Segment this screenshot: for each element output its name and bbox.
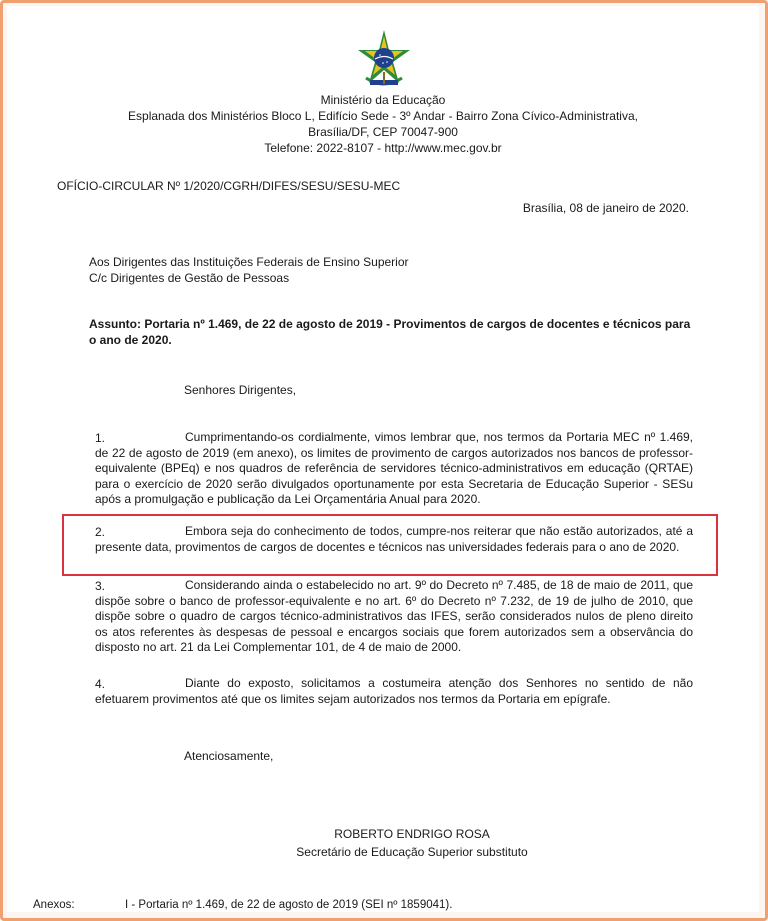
closing: Atenciosamente,: [184, 749, 274, 763]
paragraph-2-text: Embora seja do conhecimento de todos, cumpre-nos reiterar que não estão autorizados, até a presente data, provimentos de cargos de docentes e técnicos nas universidades federais para o ano de 2020.: [95, 524, 693, 554]
signatory-name: ROBERTO ENDRIGO ROSA: [334, 827, 490, 841]
annex-item: I - Portaria nº 1.469, de 22 de agosto de 2019 (SEI nº 1859041).: [125, 899, 453, 911]
recipients-line-2: C/c Dirigentes de Gestão de Pessoas: [89, 271, 290, 285]
signatory-title: Secretário de Educação Superior substituto: [296, 845, 528, 859]
highlight-box-paragraph-2: [62, 514, 718, 576]
ministry-name: Ministério da Educação: [320, 93, 446, 107]
paragraph-4-number: 4.: [95, 677, 106, 691]
document-page: [7, 6, 759, 912]
paragraph-3-number: 3.: [95, 579, 106, 593]
paragraph-1-number: 1.: [95, 431, 106, 445]
address-line-1: Esplanada dos Ministérios Bloco L, Edifício Sede - 3º Andar - Bairro Zona Cívico-Administrativa,: [128, 109, 638, 123]
document-reference: OFÍCIO-CIRCULAR Nº 1/2020/CGRH/DIFES/SESU/SESU-MEC: [57, 179, 401, 193]
annex-label: Anexos:: [33, 899, 75, 911]
contact-line: Telefone: 2022-8107 - http://www.mec.gov.br: [264, 141, 502, 155]
paragraph-4-text: Diante do exposto, solicitamos a costumeira atenção dos Senhores no sentido de não efetuarem provimentos até que os limites sejam autorizados nos termos da Portaria em epígrafe.: [95, 676, 693, 706]
paragraph-2-number: 2.: [95, 525, 106, 539]
paragraph-1-text: Cumprimentando-os cordialmente, vimos lembrar que, nos termos da Portaria MEC nº 1.469, de 22 de agosto de 2019 (em anexo), os limites de provimento de cargos autorizados nos bancos de professor-equivalente (BPEq) e nos quadros de referência de servidores técnico-administrativos em educação (QRTAE) para o exercício de 2020 serão divulgados oportunamente por esta Secretaria de Educação Superior - SESu após a promulgação e publicação da Lei Orçamentária Anual para 2020.: [95, 430, 693, 507]
date-line: Brasília, 08 de janeiro de 2020.: [522, 201, 689, 215]
subject-line: Assunto: Portaria nº 1.469, de 22 de agosto de 2019 - Provimentos de cargos de docentes e técnicos para o ano de 2020.: [89, 317, 691, 347]
salutation: Senhores Dirigentes,: [184, 383, 297, 397]
paragraph-3-text: Considerando ainda o estabelecido no art. 9º do Decreto nº 7.485, de 18 de maio de 2011, que dispõe sobre o banco de professor-equivalente e no art. 6º do Decreto nº 7.232, de 19 de julho de 2010, que dispõe sobre o quadro de cargos técnico-administrativos das IFES, serão considerados nulos de pleno direito os atos referentes às despesas de pessoal e encargos sociais que forem autorizados sem a observância do disposto no art. 21 da Lei Complementar 101, de 4 de maio de 2000.: [95, 578, 693, 655]
recipients-line-1: Aos Dirigentes das Instituições Federais de Ensino Superior: [89, 255, 409, 269]
address-line-2: Brasília/DF, CEP 70047-900: [308, 125, 458, 139]
brazil-coat-of-arms-icon: [352, 28, 416, 92]
